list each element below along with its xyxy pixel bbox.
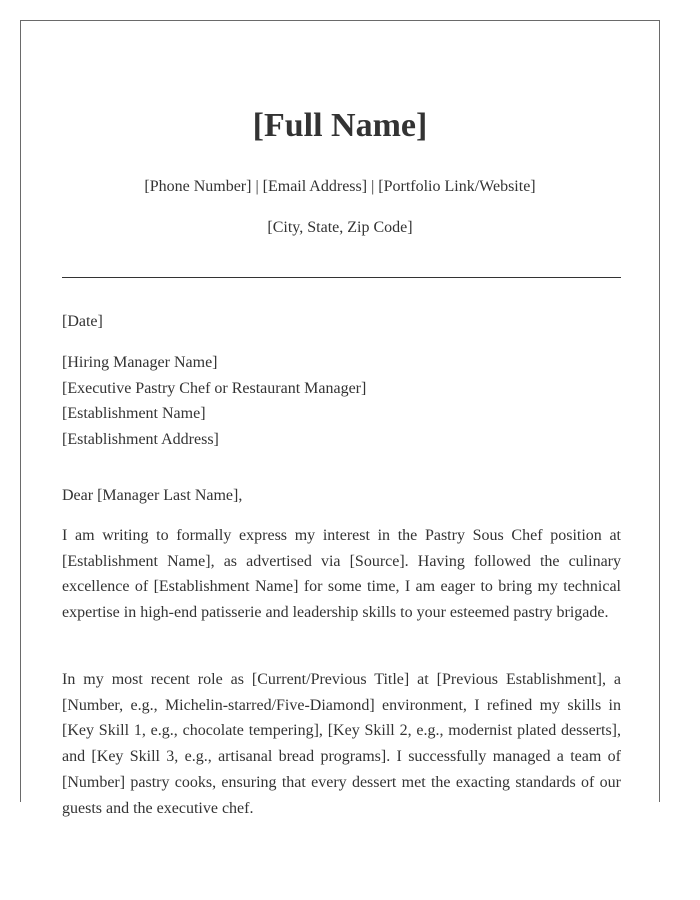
letter-date: [Date] <box>62 313 103 330</box>
header-divider <box>62 277 621 278</box>
contact-line: [Phone Number] | [Email Address] | [Portfolio Link/Website] <box>144 178 536 195</box>
body-paragraph-2: In my most recent role as [Current/Previous Title] at [Previous Establishment], a [Number, e.g., Michelin-starred/Five-Diamond] environment, I refined my skills in [Key Skill 1, e.g., chocolate tempering], [Key Skill 2, e.g., modernist plated desserts], and [Key Skill 3, e.g., artisanal bread programs]. I successfully managed a team of [Number] pastry cooks, ensuring that every dessert met the exacting standards of our guests and the executive chef. <box>62 671 621 817</box>
recipient-title: [Executive Pastry Chef or Restaurant Manager] <box>62 379 367 397</box>
recipient-block <box>62 350 621 453</box>
body-paragraph-1: I am writing to formally express my interest in the Pastry Sous Chef position at [Establishment Name], as advertised via [Source]. Having followed the culinary excellence of [Establishment Name] for some time, I am eager to bring my technical expertise in high-end patisserie and leadership skills to your esteemed pastry brigade. <box>62 527 621 622</box>
salutation: Dear [Manager Last Name], <box>62 487 243 504</box>
recipient-establishment-name: [Establishment Name] <box>62 405 206 423</box>
recipient-hiring-manager: [Hiring Manager Name] <box>62 354 218 371</box>
location-line: [City, State, Zip Code] <box>267 219 413 236</box>
letter-page <box>20 20 660 817</box>
full-name-heading: [Full Name] <box>252 107 428 144</box>
recipient-establishment-address: [Establishment Address] <box>62 431 219 449</box>
